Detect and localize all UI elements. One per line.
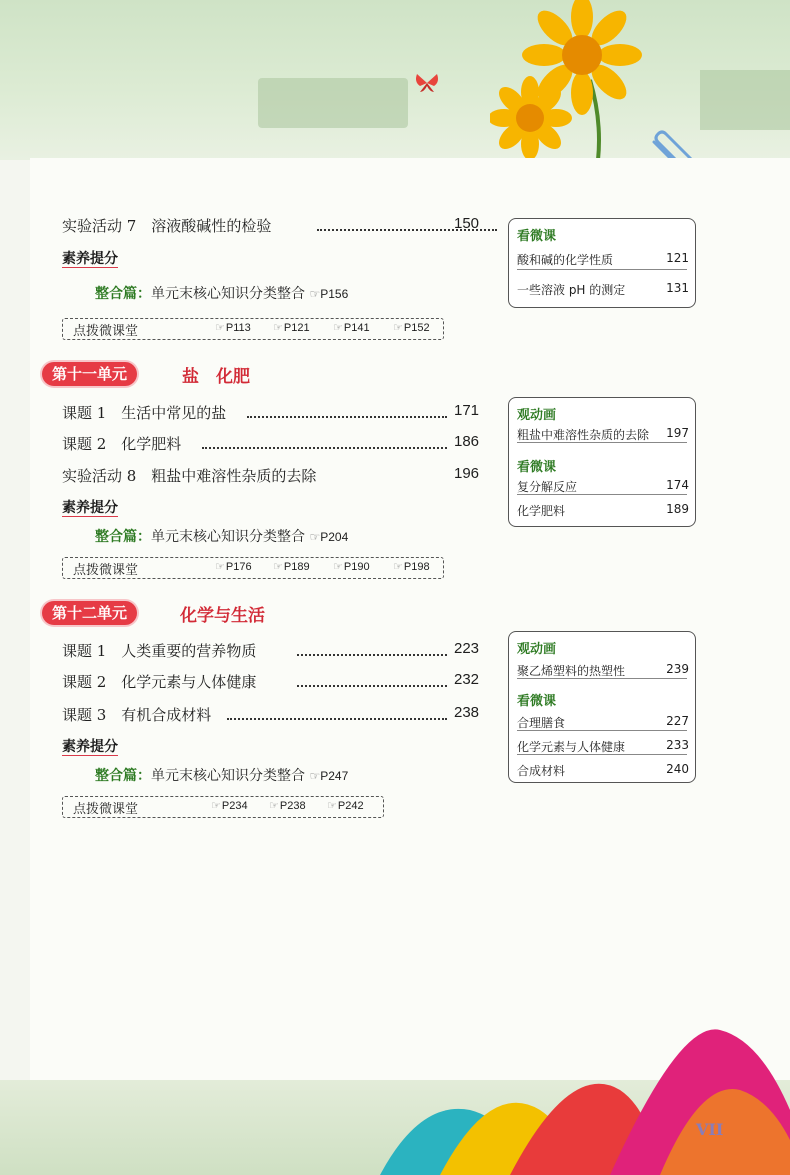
box-item[interactable]: 粗盐中难溶性杂质的去除 197 — [517, 426, 689, 442]
zhenghe-prefix: 整合篇： — [95, 768, 151, 784]
toc-lesson[interactable]: 课题 3 有机合成材料 238 — [62, 704, 480, 724]
weiketang-page-link[interactable]: ☞P113 — [215, 322, 251, 334]
pointing-hand-icon: ☞ — [309, 530, 321, 544]
zhenghe-prefix: 整合篇： — [95, 529, 151, 545]
unit-12-badge: 第十二单元 — [42, 601, 137, 625]
box-item[interactable]: 酸和碱的化学性质 121 — [517, 251, 689, 267]
divider — [517, 269, 687, 270]
toc-lesson[interactable]: 课题 2 化学肥料 186 — [62, 433, 480, 453]
divider — [517, 730, 687, 731]
box-heading: 观动画 — [517, 642, 557, 657]
butterfly-icon — [414, 72, 440, 94]
weiketang-bar[interactable] — [62, 318, 444, 340]
micro-lesson-box-1 — [508, 218, 696, 308]
mountains-icon — [380, 1020, 790, 1175]
weiketang-page-link[interactable]: ☞P189 — [273, 561, 310, 573]
pointing-hand-icon: ☞ — [273, 322, 283, 334]
weiketang-page-link[interactable]: ☞P176 — [215, 561, 252, 573]
header-banner — [258, 78, 408, 128]
weiketang-page-link[interactable]: ☞P234 — [211, 800, 248, 812]
leader-dots — [202, 447, 447, 449]
weiketang-page-link[interactable]: ☞P152 — [393, 322, 430, 334]
leader-dots — [227, 718, 447, 720]
toc-activity-7[interactable] — [62, 215, 482, 236]
weiketang-page-link[interactable]: ☞P198 — [393, 561, 430, 573]
divider — [517, 754, 687, 755]
weiketang-bar[interactable] — [62, 796, 384, 818]
box-item[interactable]: 复分解反应 174 — [517, 478, 689, 494]
box-heading: 看微课 — [517, 460, 557, 475]
zhenghe-page: P247 — [320, 769, 349, 783]
micro-lesson-box-2 — [508, 397, 696, 527]
pointing-hand-icon: ☞ — [269, 800, 279, 812]
toc-lesson[interactable]: 课题 2 化学元素与人体健康 232 — [62, 671, 480, 691]
leader-dots — [247, 416, 447, 418]
weiketang-page-link[interactable]: ☞P242 — [327, 800, 364, 812]
zhenghe-text: 单元末核心知识分类整合 — [151, 286, 305, 302]
unit-11-badge: 第十一单元 — [42, 362, 137, 386]
toc-lesson[interactable]: 实验活动 8 粗盐中难溶性杂质的去除 196 — [62, 465, 480, 485]
weiketang-page-link[interactable]: ☞P190 — [333, 561, 370, 573]
weiketang-label: 点拨微课堂 — [73, 802, 139, 817]
box-item[interactable]: 聚乙烯塑料的热塑性 239 — [517, 662, 689, 678]
pointing-hand-icon: ☞ — [393, 561, 403, 573]
leader-dots — [297, 685, 447, 687]
leader-dots — [297, 654, 447, 656]
divider — [517, 494, 687, 495]
weiketang-label: 点拨微课堂 — [73, 563, 139, 578]
weiketang-bar[interactable] — [62, 557, 444, 579]
toc-page: 150 — [454, 215, 480, 232]
pointing-hand-icon: ☞ — [327, 800, 337, 812]
weiketang-page-link[interactable]: ☞P121 — [273, 322, 310, 334]
zhenghe-page: P204 — [320, 530, 349, 544]
toc-zhenghe[interactable] — [95, 283, 348, 303]
pointing-hand-icon: ☞ — [333, 322, 343, 334]
toc-zhenghe[interactable] — [95, 526, 348, 546]
box-heading: 看微课 — [517, 694, 557, 709]
box-heading: 观动画 — [517, 408, 557, 423]
box-item[interactable]: 合成材料 240 — [517, 762, 689, 778]
pointing-hand-icon: ☞ — [211, 800, 221, 812]
suyang-label: 素养提分 — [62, 500, 118, 516]
box-item[interactable]: 合理膳食 227 — [517, 714, 689, 730]
pointing-hand-icon: ☞ — [215, 561, 225, 573]
suyang-label: 素养提分 — [62, 251, 118, 267]
box-item[interactable]: 化学元素与人体健康 233 — [517, 738, 689, 754]
unit-12-title: 化学与生活 — [180, 606, 265, 626]
pointing-hand-icon: ☞ — [215, 322, 225, 334]
zhenghe-page: P156 — [320, 287, 349, 301]
toc-lesson[interactable]: 课题 1 人类重要的营养物质 223 — [62, 640, 480, 660]
sunflower-icon — [490, 0, 660, 160]
toc-lesson[interactable]: 课题 1 生活中常见的盐 171 — [62, 402, 480, 422]
pointing-hand-icon: ☞ — [333, 561, 343, 573]
box-item[interactable]: 一些溶液 pH 的测定 131 — [517, 281, 689, 297]
weiketang-page-link[interactable]: ☞P238 — [269, 800, 306, 812]
divider — [517, 678, 687, 679]
weiketang-label: 点拨微课堂 — [73, 324, 139, 339]
page-number: VII — [696, 1120, 724, 1139]
zhenghe-prefix: 整合篇： — [95, 286, 151, 302]
header-banner-right — [700, 70, 790, 130]
pointing-hand-icon: ☞ — [309, 287, 321, 301]
pointing-hand-icon: ☞ — [393, 322, 403, 334]
box-heading: 看微课 — [517, 229, 557, 244]
toc-label: 实验活动 7 溶液酸碱性的检验 — [62, 217, 272, 235]
micro-lesson-box-3 — [508, 631, 696, 783]
zhenghe-text: 单元末核心知识分类整合 — [151, 529, 305, 545]
pointing-hand-icon: ☞ — [273, 561, 283, 573]
pointing-hand-icon: ☞ — [309, 769, 321, 783]
box-item[interactable]: 化学肥料 189 — [517, 502, 689, 518]
zhenghe-text: 单元末核心知识分类整合 — [151, 768, 305, 784]
unit-11-title: 盐 化肥 — [182, 367, 250, 387]
toc-zhenghe[interactable] — [95, 765, 348, 785]
divider — [517, 442, 687, 443]
weiketang-page-link[interactable]: ☞P141 — [333, 322, 370, 334]
suyang-label: 素养提分 — [62, 739, 118, 755]
